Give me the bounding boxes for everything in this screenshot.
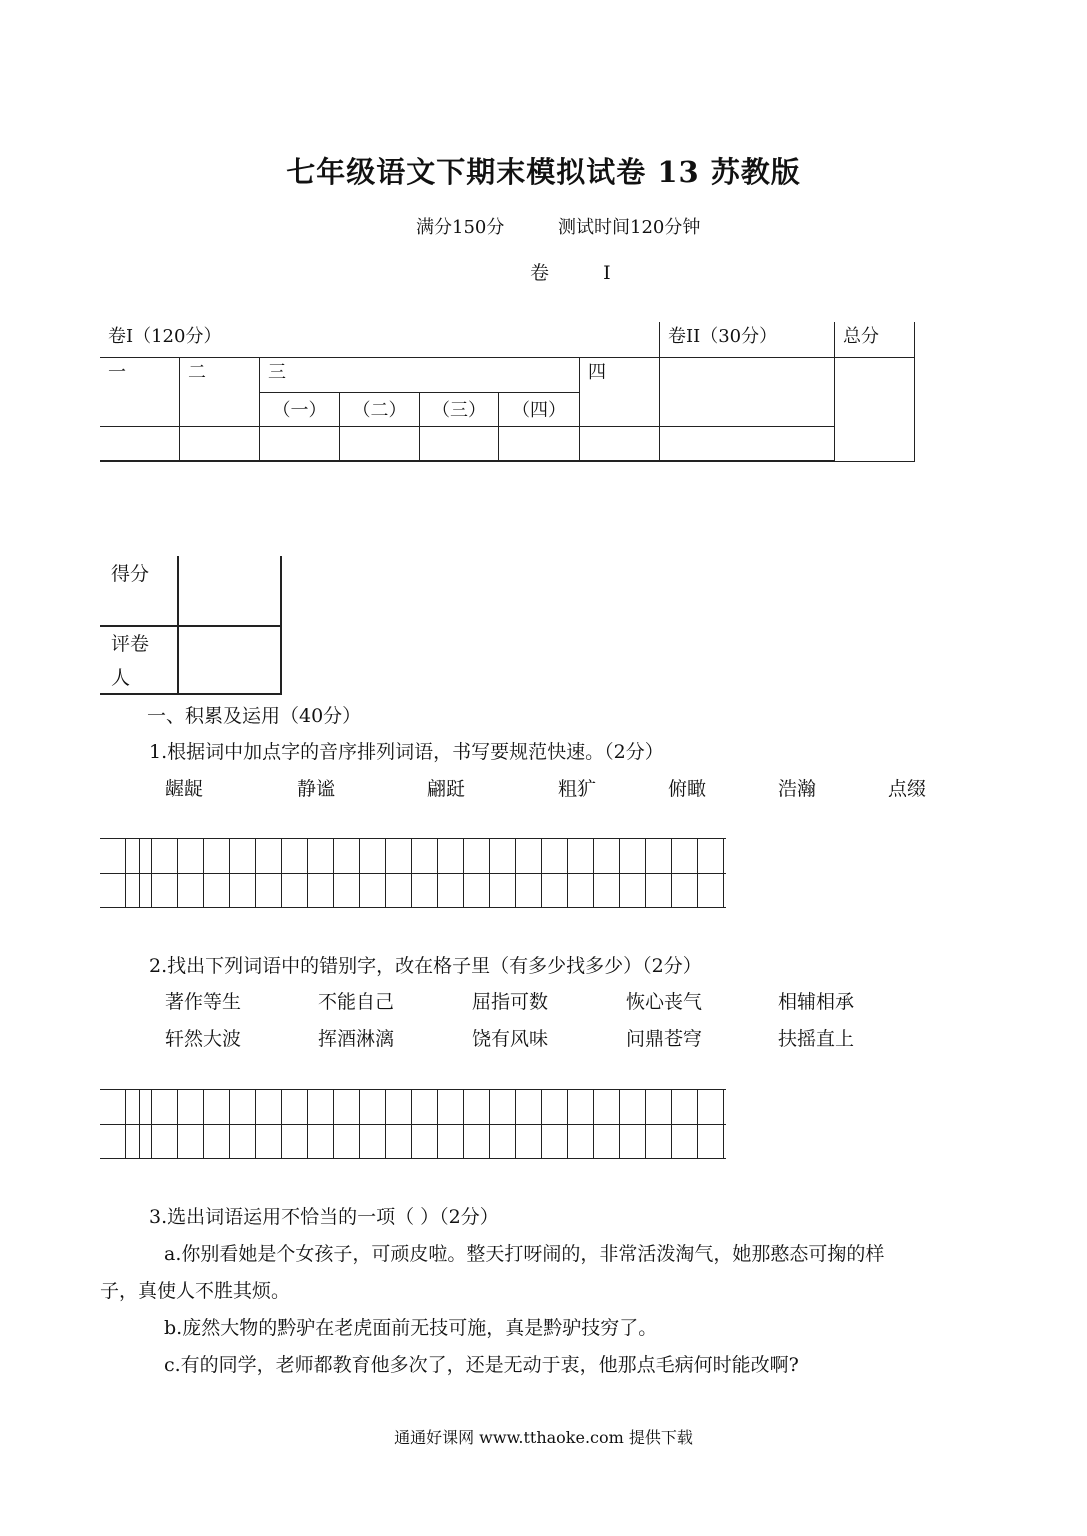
grid-line — [541, 838, 542, 908]
q2-word: 轩然大波 — [165, 1028, 242, 1050]
grid-line — [645, 1089, 646, 1159]
exam-title: 七年级语文下期末模拟试卷 13 苏教版 — [286, 155, 801, 189]
part4-header: 四 — [580, 357, 660, 426]
part1-header: 一 — [100, 357, 180, 426]
grid-line — [359, 1089, 360, 1159]
grid-line — [100, 838, 726, 839]
grid-line — [100, 907, 726, 908]
part4-score-cell[interactable] — [580, 426, 660, 461]
grid-line — [307, 1089, 308, 1159]
grid-line — [307, 838, 308, 908]
grid-line — [100, 873, 726, 874]
q2-word: 扶摇直上 — [778, 1028, 855, 1050]
section-char: 卷 — [530, 262, 550, 284]
part2-header: 二 — [180, 357, 260, 426]
grid-line — [489, 1089, 490, 1159]
grid-line — [515, 838, 516, 908]
total-header: 总分 — [835, 322, 915, 357]
q2-word: 恢心丧气 — [626, 991, 703, 1013]
grid-line — [203, 838, 204, 908]
q2-prompt: 2.找出下列词语中的错别字，改在格子里（有多少找多少）（2分） — [149, 955, 702, 977]
q2-word: 挥酒淋漓 — [318, 1028, 395, 1050]
q2-word: 不能自己 — [318, 991, 395, 1013]
grid-line — [151, 1089, 152, 1159]
q1-word: 点缀 — [888, 778, 927, 800]
test-time: 测试时间120分钟 — [558, 217, 701, 238]
grid-line — [281, 838, 282, 908]
q1-word: 静谧 — [297, 778, 336, 800]
grid-line — [411, 1089, 412, 1159]
grid-line — [515, 1089, 516, 1159]
grid-line — [333, 838, 334, 908]
q1-prompt: 1.根据词中加点字的音序排列词语，书写要规范快速。（2分） — [149, 741, 664, 763]
grid-line — [229, 838, 230, 908]
grid-line — [437, 1089, 438, 1159]
grid-line — [281, 1089, 282, 1159]
grid-line — [671, 838, 672, 908]
grid-line — [541, 1089, 542, 1159]
grid-line — [255, 1089, 256, 1159]
q1-word: 粗犷 — [558, 778, 597, 800]
grid-line — [489, 838, 490, 908]
paper2-score-cell-bottom[interactable] — [660, 426, 835, 461]
grid-line — [619, 1089, 620, 1159]
total-score-cell[interactable] — [835, 357, 915, 461]
q3-option-a: a.你别看她是个女孩子，可顽皮啦。整天打呀闹的，非常活泼淘气，她那憨态可掬的样 — [164, 1243, 885, 1265]
grid-line — [671, 1089, 672, 1159]
grader-label: 评卷人 — [111, 633, 150, 689]
score-label: 得分 — [111, 563, 150, 585]
q2-word: 问鼎苍穹 — [626, 1028, 703, 1050]
q1-answer-grid[interactable] — [100, 838, 726, 908]
grader-box — [100, 556, 282, 695]
part3-header: 三 — [260, 357, 580, 392]
grid-line — [593, 1089, 594, 1159]
part3-sub2-score-cell[interactable] — [340, 426, 420, 461]
section-number: I — [603, 262, 611, 284]
grid-line — [333, 1089, 334, 1159]
part3-sub1-score-cell[interactable] — [260, 426, 340, 461]
grid-line — [593, 838, 594, 908]
grid-line — [229, 1089, 230, 1159]
grid-line — [411, 838, 412, 908]
grid-line — [177, 838, 178, 908]
grid-line — [203, 1089, 204, 1159]
q1-word: 浩瀚 — [778, 778, 817, 800]
footer-credit: 通通好课网 www.tthaoke.com 提供下载 — [394, 1428, 693, 1447]
grid-line — [385, 1089, 386, 1159]
score-table — [100, 322, 915, 462]
full-score: 满分150分 — [416, 217, 505, 238]
part3-sub2: （二） — [340, 392, 420, 426]
q1-word: 龌龊 — [165, 778, 204, 800]
q1-word: 翩跹 — [427, 778, 466, 800]
paper1-header: 卷I（120分） — [100, 322, 660, 357]
q1-word: 俯瞰 — [668, 778, 707, 800]
q2-word: 饶有风味 — [472, 1028, 549, 1050]
grid-line — [619, 838, 620, 908]
grid-line — [645, 838, 646, 908]
grid-line — [100, 1089, 726, 1090]
grid-line — [100, 1124, 726, 1125]
grid-line — [567, 1089, 568, 1159]
q3-option-a-cont: 子，真使人不胜其烦。 — [100, 1280, 291, 1302]
section-label — [530, 258, 611, 285]
grid-line — [385, 838, 386, 908]
paper2-header: 卷II（30分） — [660, 322, 835, 357]
q3-prompt: 3.选出词语运用不恰当的一项（ ）（2分） — [149, 1206, 499, 1228]
grid-line — [463, 838, 464, 908]
paper2-score-cell[interactable] — [660, 357, 835, 426]
grid-line — [437, 838, 438, 908]
q2-word: 著作等生 — [165, 991, 242, 1013]
part3-sub3-score-cell[interactable] — [420, 426, 499, 461]
grid-line — [177, 1089, 178, 1159]
part3-sub1: （一） — [260, 392, 340, 426]
part3-sub3: （三） — [420, 392, 499, 426]
q2-answer-grid[interactable] — [100, 1089, 726, 1159]
part3-sub4-score-cell[interactable] — [499, 426, 580, 461]
q3-option-b: b.庞然大物的黔驴在老虎面前无技可施，真是黔驴技穷了。 — [164, 1317, 658, 1339]
q2-word: 相辅相承 — [778, 991, 855, 1013]
q2-word: 屈指可数 — [472, 991, 549, 1013]
q3-option-c: c.有的同学，老师都教育他多次了，还是无动于衷，他那点毛病何时能改啊? — [164, 1354, 799, 1376]
part2-score-cell[interactable] — [180, 426, 260, 461]
grid-line — [100, 1158, 726, 1159]
grid-line — [723, 838, 724, 908]
grid-line — [125, 1089, 126, 1159]
grid-line — [139, 838, 140, 908]
grid-line — [697, 1089, 698, 1159]
grid-line — [463, 1089, 464, 1159]
grid-line — [255, 838, 256, 908]
grid-line — [359, 838, 360, 908]
grid-line — [697, 838, 698, 908]
part3-sub4: （四） — [499, 392, 580, 426]
grid-line — [139, 1089, 140, 1159]
grid-line — [723, 1089, 724, 1159]
part1-score-cell[interactable] — [100, 426, 180, 461]
grid-line — [567, 838, 568, 908]
grid-line — [125, 838, 126, 908]
grid-line — [151, 838, 152, 908]
part-one-heading: 一、积累及运用（40分） — [147, 705, 362, 727]
